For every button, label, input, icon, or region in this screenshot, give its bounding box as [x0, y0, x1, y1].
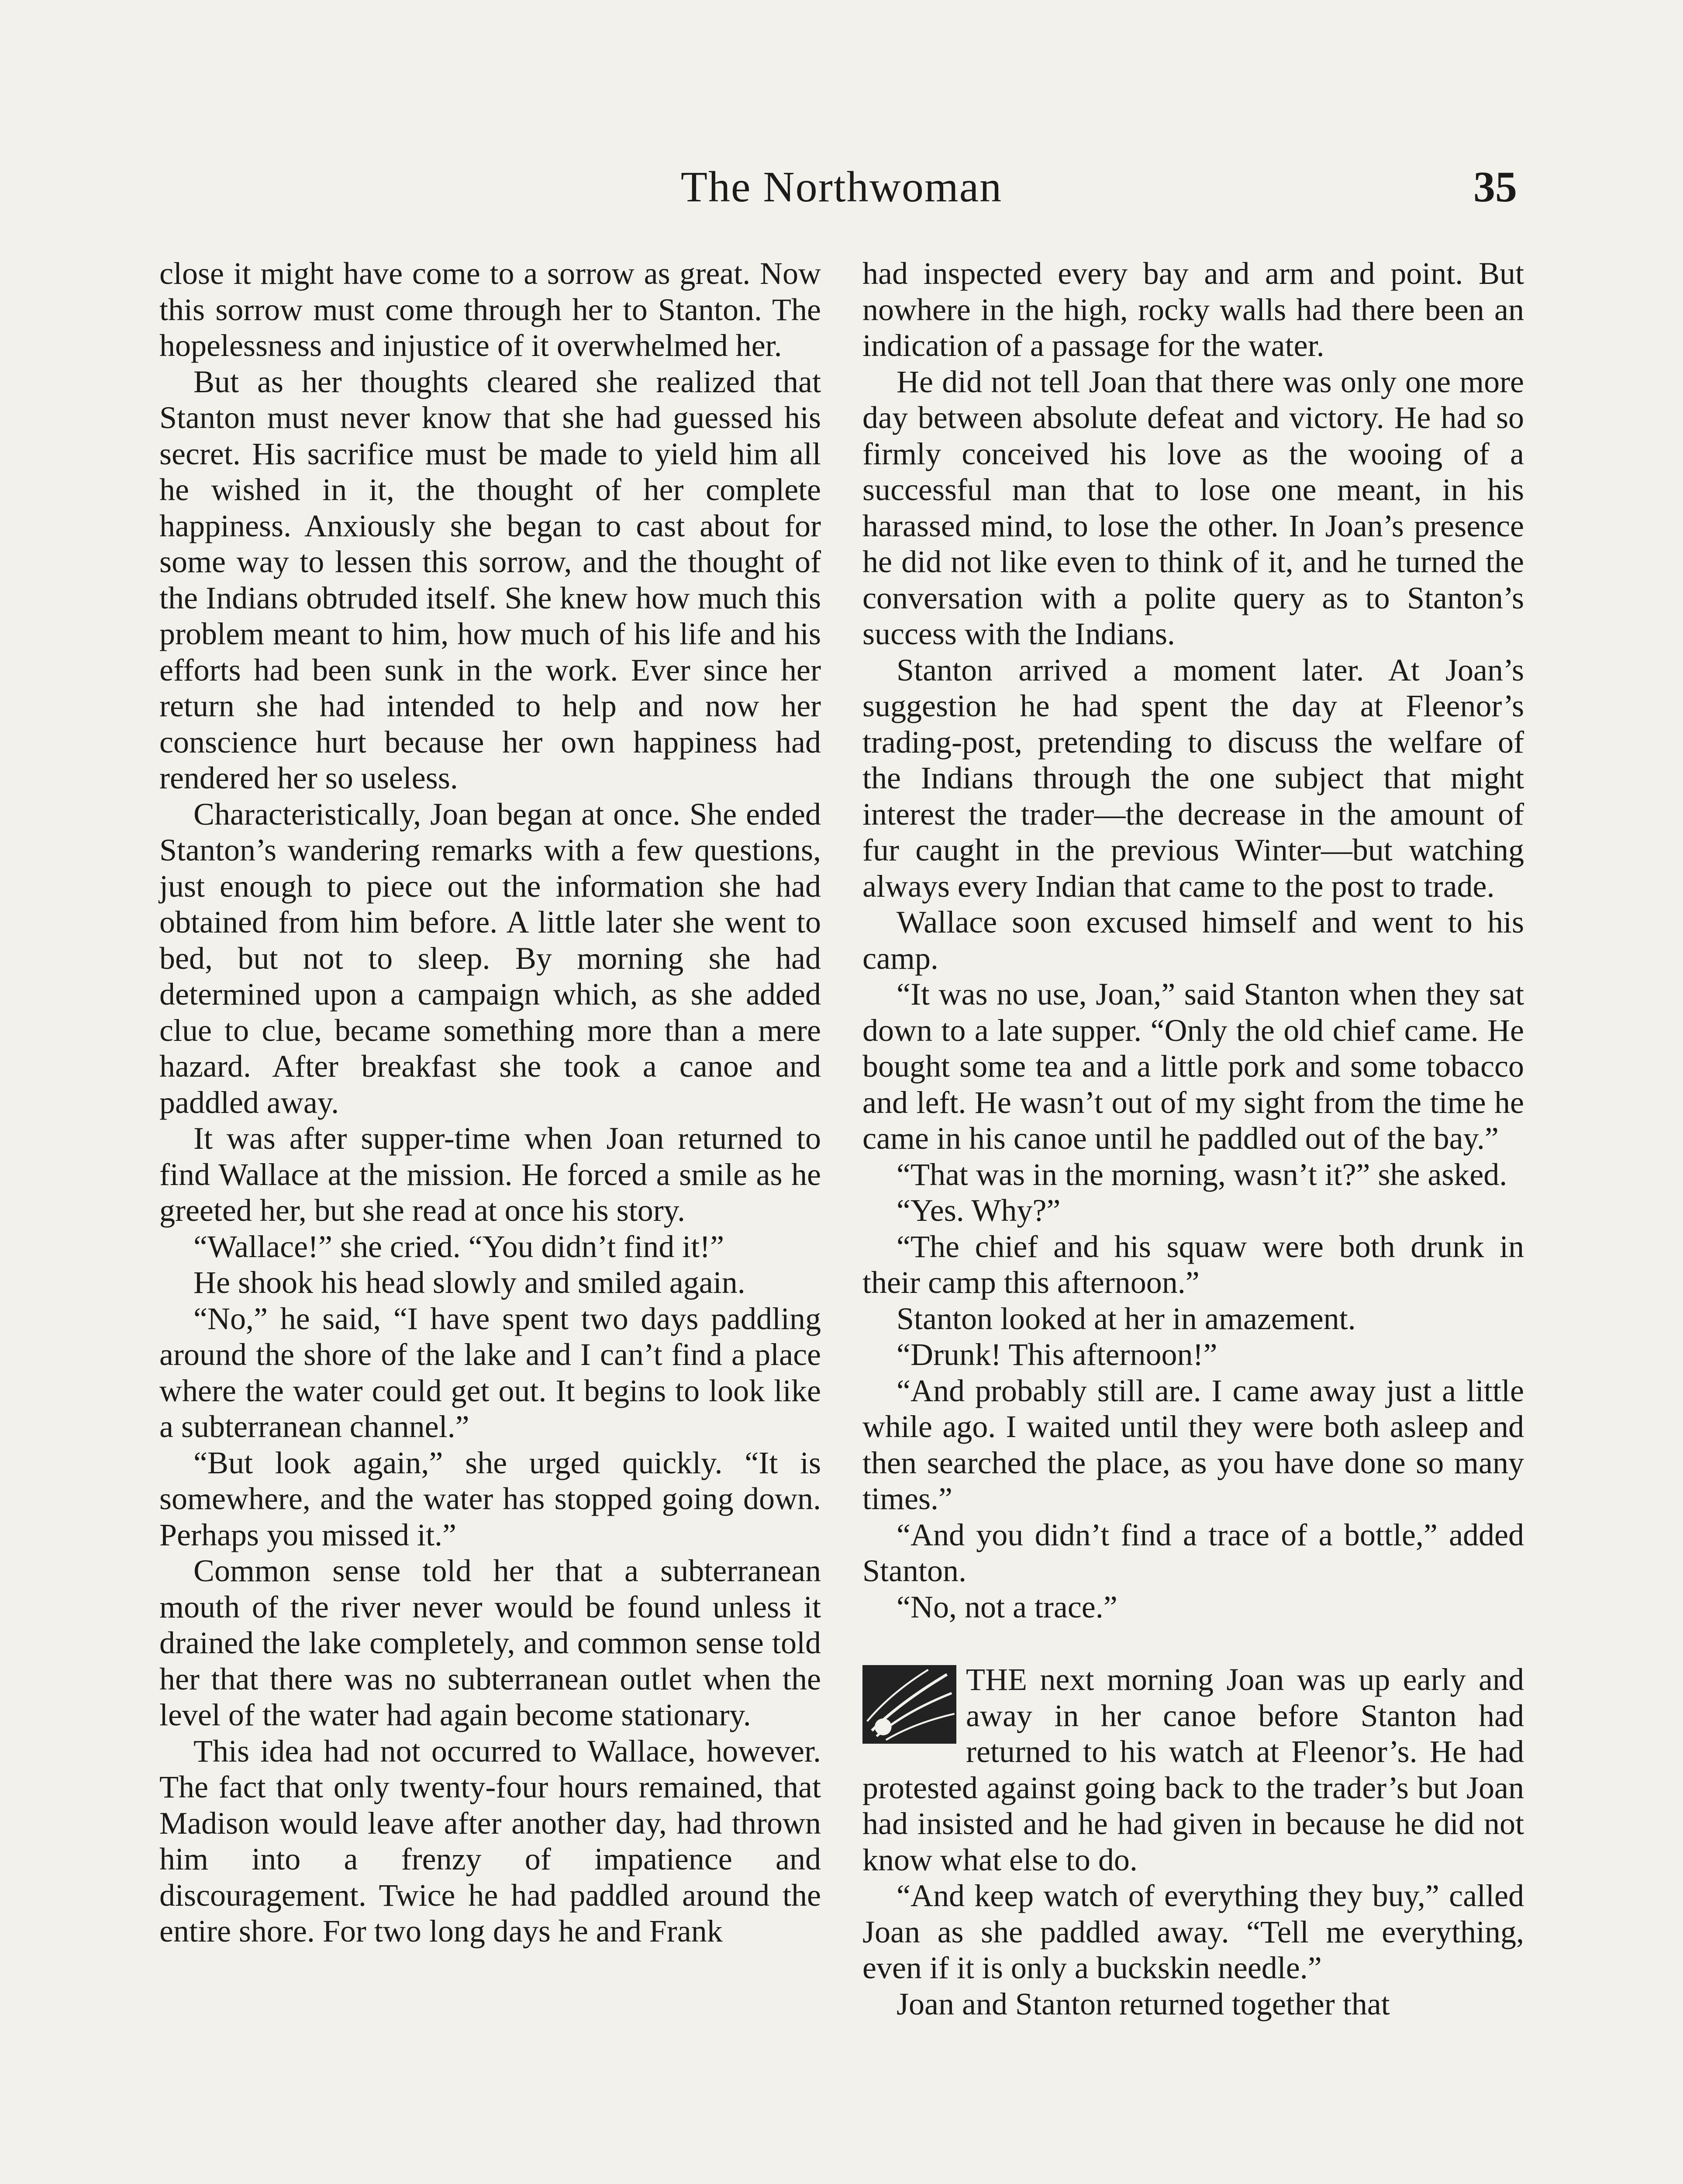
paragraph: “No, not a trace.”	[897, 1589, 1117, 1624]
paragraph: “Wallace!” she cried. “You didn’t find it!”	[193, 1229, 724, 1264]
paragraph: Stanton looked at her in amazement.	[897, 1301, 1356, 1336]
decorative-initial-icon	[862, 1665, 956, 1744]
paragraph: Characteristically, Joan began at once. She ended Stanton’s wandering remarks with a few questions, just enough to piece out the information she had obtained from him before. A little later she went to bed, but not to sleep. By morning she had determined upon a campaign which, as she added clue to clue, became something more than a mere hazard. After breakfast she took a canoe and paddled away.	[159, 796, 821, 1120]
paragraph: “That was in the morning, wasn’t it?” she asked.	[897, 1157, 1507, 1192]
paragraph: “No,” he said, “I have spent two days paddling around the shore of the lake and I can’t find a place where the water could get out. It begins to look like a subterranean channel.”	[159, 1301, 821, 1444]
running-title: The Northwoman	[680, 162, 1003, 211]
paragraph: “But look again,” she urged quickly. “It is somewhere, and the water has stopped going down. Perhaps you missed it.”	[159, 1445, 821, 1552]
paragraph: Wallace soon excused himself and went to his camp.	[862, 905, 1524, 976]
left-text-column	[159, 256, 821, 1949]
paragraph-text: THE next morning Joan was up early and away in her canoe before Stanton had returned to his watch at Fleenor’s. He had protested against going back to the trader’s but Joan had insisted and he had given in because he did not know what else to do.	[862, 1662, 1524, 1877]
paragraph: “Drunk! This afternoon!”	[897, 1337, 1217, 1372]
page-header	[157, 157, 1526, 218]
paragraph: “And keep watch of everything they buy,” called Joan as she paddled away. “Tell me everything, even if it is only a buckskin needle.”	[862, 1878, 1524, 1985]
paragraph: “Yes. Why?”	[897, 1193, 1061, 1228]
paragraph	[862, 1662, 1524, 1878]
paragraph: “The chief and his squaw were both drunk in their camp this afternoon.”	[862, 1229, 1524, 1300]
paragraph: “And probably still are. I came away just a little while ago. I waited until they were both asleep and then searched the place, as you have done so many times.”	[862, 1373, 1524, 1516]
paragraph: Joan and Stanton returned together that	[897, 1986, 1390, 2022]
paragraph: “And you didn’t find a trace of a bottle,” added Stanton.	[862, 1517, 1524, 1588]
paragraph: Common sense told her that a subterranean mouth of the river never would be found unless it drained the lake completely, and common sense told her that there was no subterranean outlet when the level of the water had again become stationary.	[159, 1553, 821, 1732]
paragraph: This idea had not occurred to Wallace, however. The fact that only twenty-four hours remained, that Madison would leave after another day, had thrown him into a frenzy of impatience and discouragement. Twice he had paddled around the entire shore. For two long days he and Frank	[159, 1733, 821, 1949]
paragraph: close it might have come to a sorrow as great. Now this sorrow must come through her to Stanton. The hopelessness and injustice of it overwhelmed her.	[159, 256, 821, 363]
paragraph: He shook his head slowly and smiled again.	[193, 1265, 745, 1300]
paragraph: But as her thoughts cleared she realized that Stanton must never know that she had guessed his secret. His sacrifice must be made to yield him all he wished in it, the thought of her complete happiness. Anxiously she began to cast about for some way to lessen this sorrow, and the thought of the Indians obtruded itself. She knew how much this problem meant to him, how much of his life and his efforts had been sunk in the work. Ever since her return she had intended to help and now her conscience hurt because her own happiness had rendered her so useless.	[159, 364, 821, 795]
paragraph: It was after supper-time when Joan returned to find Wallace at the mission. He forced a smile as he greeted her, but she read at once his story.	[159, 1121, 821, 1228]
paragraph: “It was no use, Joan,” said Stanton when they sat down to a late supper. “Only the old chief came. He bought some tea and a little pork and some tobacco and left. He wasn’t out of my sight from the time he came in his canoe until he paddled out of the bay.”	[862, 977, 1524, 1156]
paragraph: Stanton arrived a moment later. At Joan’s suggestion he had spent the day at Fleenor’s trading-post, pretending to discuss the welfare of the Indians through the one subject that might interest the trader—the decrease in the amount of fur caught in the previous Winter—but watching always every Indian that came to the post to trade.	[862, 652, 1524, 904]
section-break	[862, 1625, 1524, 1662]
paragraph: He did not tell Joan that there was only one more day between absolute defeat and victory. He had so firmly conceived his love as the wooing of a successful man that to lose one meant, in his harassed mind, to lose the other. In Joan’s presence he did not like even to think of it, and he turned the conversation with a polite query as to Stanton’s success with the Indians.	[862, 364, 1524, 651]
paragraph: had inspected every bay and arm and point. But nowhere in the high, rocky walls had there been an indication of a passage for the water.	[862, 256, 1524, 363]
right-text-column	[862, 256, 1524, 2022]
page-number: 35	[1473, 162, 1517, 211]
